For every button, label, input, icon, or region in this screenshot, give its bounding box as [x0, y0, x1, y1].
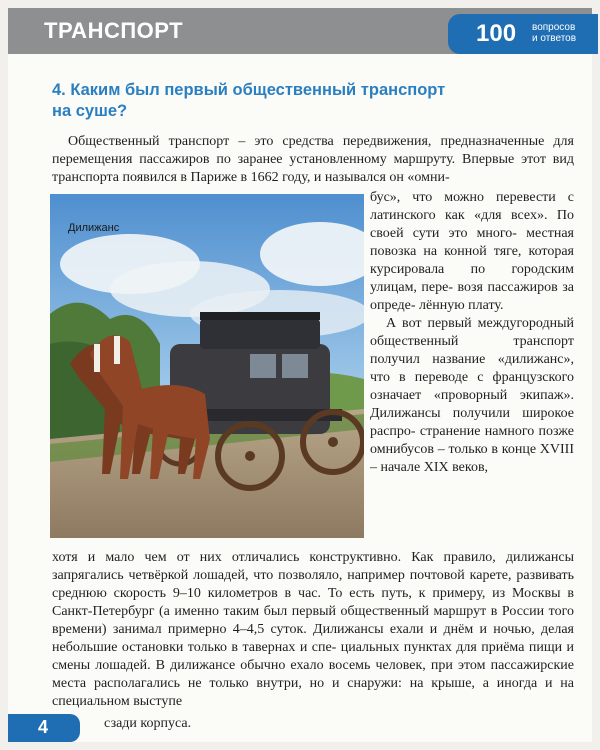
stagecoach-picture — [50, 194, 364, 538]
book-badge — [448, 14, 598, 54]
question-line-1: 4. Каким был первый общественный транспорт — [52, 81, 446, 99]
badge-subtitle-line2: и ответов — [532, 33, 577, 44]
right-column-text — [370, 189, 574, 477]
book-page — [8, 8, 592, 742]
question-line-2: на суше? — [52, 102, 128, 120]
section-title: ТРАНСПОРТ — [44, 18, 184, 43]
stagecoach-paragraph: А вот первый междугородный общественный транспорт получил название «дилижанс», что в переводе с французского означает «проворный экипаж». Дилижансы получили широкое распро- странение намного позже омнибусов – только в конце XVIII – начале XIX веков, — [370, 316, 574, 475]
main-paragraph: хотя и мало чем от них отличались конструктивно. Как правило, дилижансы запрягались четвёркой лошадей, что позволяло, например почтовой карете, развивать среднюю скорость 9–10 километров в час. То есть путь, к примеру, из Москвы в Санкт-Петербург (а именно таким был первый общественный маршрут в России того времени) занимал примерно 4–4,5 суток. Дилижансы ехали и днём и ночью, делая небольшие остановки только в тавернах и спе- циальных пунктах для приёма пищи и смены лошадей. В дилижансе обычно ехало восемь человек, при этом пассажирские места располагались не только внутри, но и снаружи: на крыше, а иногда и на специальном выступе — [52, 550, 574, 709]
intro-paragraph: Общественный транспорт – это средства передвижения, предназначенные для перемещения пассажиров по заранее установленному маршруту. Впервые этот вид транспорта появился в Париже в 1662 году, и назывался он «омни- — [52, 134, 574, 185]
illustration-caption: Дилижанс — [68, 222, 120, 234]
badge-subtitle-line1: вопросов — [532, 22, 576, 33]
paragraph-last-line: сзади корпуса. — [104, 716, 192, 731]
badge-number: 100 — [476, 20, 517, 47]
stagecoach-illustration — [50, 194, 364, 538]
page-number-tab — [8, 714, 80, 742]
omnibus-paragraph: бус», что можно перевести с латинского как «для всех». По своей сути это много- местная повозка на конной тяге, которая курсировала по городским улицам, пере- возя пассажиров за опреде- лённую плату. — [370, 190, 574, 313]
page-number: 4 — [38, 717, 49, 737]
badge-subtitle — [532, 22, 592, 44]
question-heading — [52, 80, 522, 122]
